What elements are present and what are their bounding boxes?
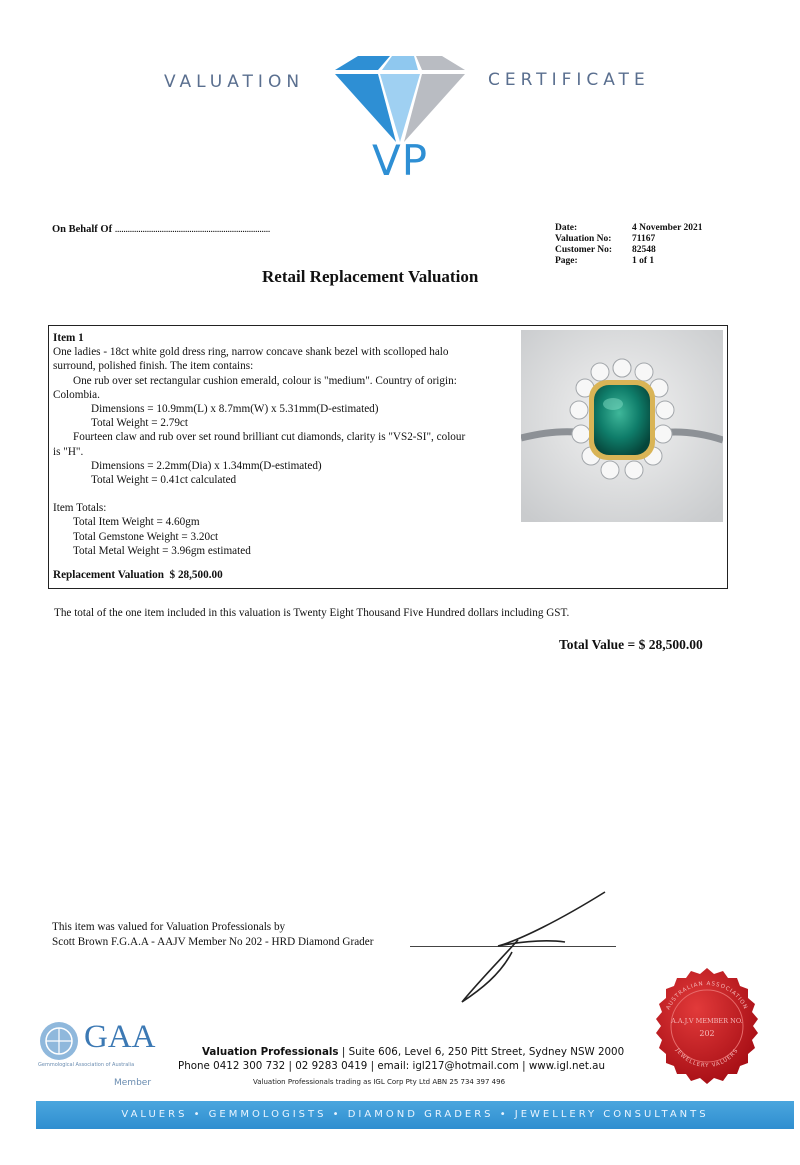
item-total: Total Item Weight = 4.60gm <box>73 516 200 529</box>
date-label: Date: <box>555 223 578 233</box>
header-valuation-word: VALUATION <box>164 72 305 92</box>
diamond-detail: Dimensions = 2.2mm(Dia) x 1.34mm(D-estimated) <box>91 459 322 472</box>
header-certificate-word: CERTIFICATE <box>488 70 650 90</box>
page-label: Page: <box>555 256 578 266</box>
replacement-value: $ 28,500.00 <box>169 569 223 582</box>
gaa-member: Member <box>114 1078 152 1088</box>
item-totals-heading: Item Totals: <box>53 502 107 515</box>
item-box <box>48 325 728 589</box>
customer-no-value: 82548 <box>632 245 656 255</box>
gaa-letters: GAA <box>84 1019 156 1055</box>
company-trading: Valuation Professionals trading as IGL Corp Pty Ltd ABN 25 734 397 496 <box>253 1078 506 1086</box>
emerald-detail: Total Weight = 2.79ct <box>91 417 189 430</box>
seal-bottom-text: JEWELLERY VALUERS <box>674 1047 740 1070</box>
diamond-logo-icon <box>330 52 470 147</box>
footer-bar: VALUERS • GEMMOLOGISTS • DIAMOND GRADERS • JEWELLERY CONSULTANTS <box>36 1101 794 1129</box>
page-value: 1 of 1 <box>632 256 655 266</box>
gaa-subtitle: Gemmological Association of Australia <box>38 1062 135 1068</box>
seal-top-text: AUSTRALIAN ASSOCIATION <box>665 980 749 1011</box>
replacement-label: Replacement Valuation <box>53 569 164 582</box>
customer-no-label: Customer No: <box>555 245 613 255</box>
company-name: Valuation Professionals <box>202 1046 339 1058</box>
item-line: One ladies - 18ct white gold dress ring, narrow concave shank bezel with scolloped halo <box>53 346 449 359</box>
date-value: 4 November 2021 <box>632 223 703 233</box>
red-seal <box>648 966 766 1084</box>
item-total: Total Gemstone Weight = 3.20ct <box>73 530 219 543</box>
replacement-valuation <box>53 568 523 582</box>
valuation-no-label: Valuation No: <box>555 234 612 244</box>
emerald-line: Colombia. <box>53 388 100 401</box>
vp-logo-letters: VP <box>372 136 429 185</box>
emerald-detail: Dimensions = 10.9mm(L) x 8.7mm(W) x 5.31mm(D-estimated) <box>91 403 379 416</box>
item-line: surround, polished finish. The item contains: <box>53 360 254 373</box>
valuer-line: This item was valued for Valuation Professionals by <box>52 921 286 933</box>
meta-table <box>555 223 703 267</box>
diamond-line: is "H". <box>53 445 84 458</box>
on-behalf-label: On Behalf Of <box>52 224 113 235</box>
item-heading: Item 1 <box>53 332 84 344</box>
valuation-no-value: 71167 <box>632 234 656 244</box>
gaa-globe-icon <box>38 1020 80 1062</box>
on-behalf-dots: ......................................................................... <box>114 224 270 235</box>
on-behalf-of <box>52 224 270 235</box>
diamond-detail: Total Weight = 0.41ct calculated <box>91 474 237 487</box>
emerald-line: One rub over set rectangular cushion emerald, colour is "medium". Country of origin: <box>73 374 457 387</box>
ring-photo <box>521 330 723 522</box>
document-title: Retail Replacement Valuation <box>262 267 479 286</box>
seal-middle-text: A.A.J.V MEMBER NO. <box>671 1017 743 1025</box>
diamond-line: Fourteen claw and rub over set round brilliant cut diamonds, clarity is "VS2-SI", colour <box>73 431 466 444</box>
company-address: | Suite 606, Level 6, 250 Pitt Street, Sydney NSW 2000 <box>338 1046 625 1058</box>
company-contact: Phone 0412 300 732 | 02 9283 0419 | email: igl217@hotmail.com | www.igl.net.au <box>178 1060 605 1072</box>
company-info <box>178 1045 625 1073</box>
signature-scribble <box>440 880 620 1010</box>
item-description <box>53 331 523 582</box>
valuer-line: Scott Brown F.G.A.A - AAJV Member No 202 - HRD Diamond Grader <box>52 936 374 948</box>
summary-sentence: The total of the one item included in this valuation is Twenty Eight Thousand Five Hundred dollars including GST. <box>54 607 570 619</box>
seal-number: 202 <box>699 1029 715 1038</box>
total-value: Total Value = $ 28,500.00 <box>559 637 703 652</box>
item-total: Total Metal Weight = 3.96gm estimated <box>73 544 251 557</box>
valuer-statement <box>52 920 373 950</box>
